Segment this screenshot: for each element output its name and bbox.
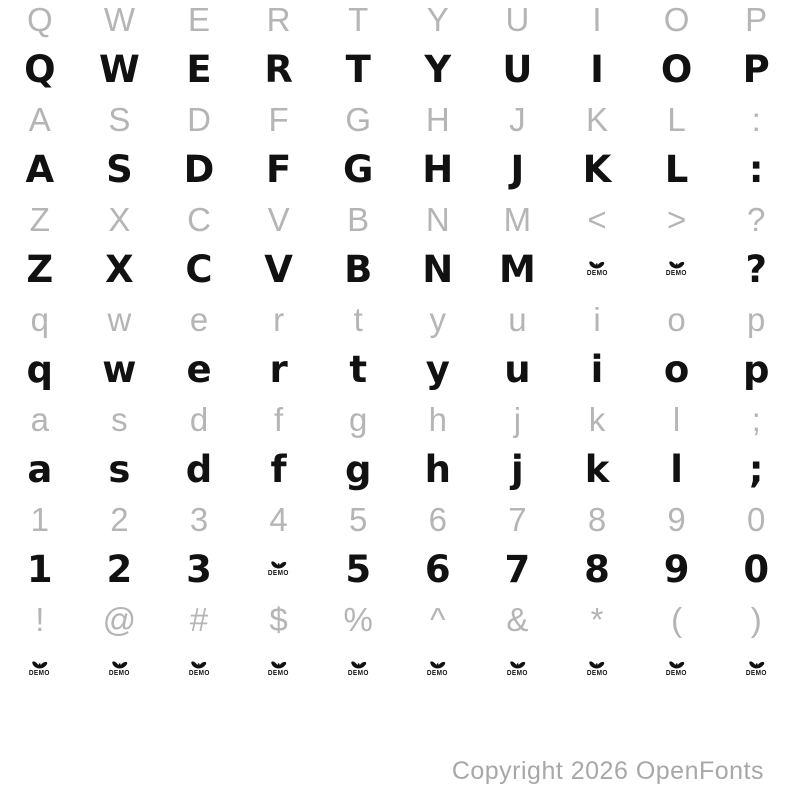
glyph-cell: R [264,47,293,91]
glyph-cell: K [582,147,612,191]
glyph-cell: < [587,200,607,238]
glyph-cell: ! [35,600,45,638]
glyph-cell: k [588,400,606,438]
glyph-cell: N [422,247,454,291]
glyph-cell: J [509,100,526,138]
glyph-cell: 7 [508,500,527,538]
copyright-text: Copyright 2026 OpenFonts [451,757,764,785]
glyph-cell: Y [424,47,452,91]
glyph-cell: 5 [345,547,372,591]
glyph-cell: P [742,47,770,91]
glyph-cell: y [425,347,450,391]
glyph-cell: a [30,400,49,438]
glyph-cell: g [344,447,372,491]
glyph-cell: s [111,400,128,438]
demo-glyph-label: DEMO [268,670,289,677]
demo-mark [188,657,211,677]
fleuron-demo-icon [586,657,607,669]
glyph-row-demo [0,144,796,194]
glyph-cell: i [590,347,604,391]
demo-placeholder-glyph [478,644,558,694]
glyph-cell: p [747,300,766,338]
glyph-cell: Z [29,200,50,238]
glyph-cell: ? [747,200,766,238]
demo-glyph-label: DEMO [745,670,767,677]
glyph-cell: ; [751,400,761,438]
glyph-cell: 1 [30,500,49,538]
demo-mark [267,657,290,677]
glyph-cell: q [26,347,54,391]
glyph-cell: N [425,200,450,238]
glyph-cell: Q [24,47,56,91]
demo-glyph-label: DEMO [586,270,608,277]
glyph-cell: ; [748,447,764,491]
glyph-cell: T [348,0,369,38]
glyph-cell: s [108,447,131,491]
glyph-cell: l [672,400,681,438]
glyph-cell: j [513,400,522,438]
glyph-cell: I [590,47,604,91]
demo-mark [267,557,290,577]
glyph-cell: # [189,600,209,638]
glyph-cell: H [425,100,450,138]
glyph-cell: j [511,447,524,491]
fleuron-demo-icon [666,257,687,269]
glyph-cell: : [751,100,761,138]
glyph-cell: K [585,100,608,138]
demo-placeholder-glyph [398,644,478,694]
glyph-cell: 2 [106,547,133,591]
glyph-cell: U [505,0,530,38]
glyph-cell: B [344,247,373,291]
glyph-cell: W [103,0,135,38]
glyph-cell: & [506,600,529,638]
glyph-cell: a [27,447,53,491]
glyph-cell: u [504,347,531,391]
glyph-cell: X [108,200,131,238]
glyph-cell: g [349,400,368,438]
glyph-cell: 8 [584,547,610,591]
glyph-cell: X [105,247,134,291]
glyph-cell: G [345,100,372,138]
glyph-row-demo [0,544,796,594]
glyph-row-demo [0,644,796,694]
fleuron-demo-icon [188,657,209,669]
glyph-cell: C [187,200,211,238]
glyph-cell: V [267,200,290,238]
demo-glyph-label: DEMO [188,670,210,677]
fleuron-demo-icon [427,657,448,669]
glyph-cell: 8 [587,500,607,538]
demo-placeholder-glyph [0,644,80,694]
glyph-cell: r [269,347,288,391]
glyph-cell: L [664,147,689,191]
demo-placeholder-glyph [637,244,717,294]
glyph-cell: r [273,300,285,338]
glyph-cell: t [353,300,363,338]
demo-placeholder-glyph [716,644,796,694]
glyph-cell: 7 [504,547,531,591]
glyph-cell: H [422,147,454,191]
glyph-cell: o [663,347,690,391]
glyph-cell: > [666,200,687,238]
demo-glyph-label: DEMO [29,670,51,677]
fleuron-demo-icon [29,657,50,669]
glyph-cell: e [186,347,212,391]
demo-placeholder-glyph [80,644,160,694]
demo-mark [108,657,131,677]
fleuron-demo-icon [348,657,369,669]
fleuron-demo-icon [109,657,130,669]
glyph-cell: Y [426,0,449,38]
demo-mark [586,657,609,677]
demo-glyph-label: DEMO [427,670,449,677]
glyph-cell: 4 [269,500,288,538]
demo-glyph-label: DEMO [108,670,130,677]
demo-mark [347,657,370,677]
glyph-cell: 2 [110,500,129,538]
glyph-cell: A [25,147,55,191]
glyph-cell: O [663,0,690,38]
glyph-cell: 9 [663,547,690,591]
demo-placeholder-glyph [159,644,239,694]
glyph-row-demo [0,444,796,494]
glyph-cell: 6 [424,547,451,591]
fleuron-demo-icon [746,657,767,669]
glyph-cell: 9 [667,500,686,538]
demo-placeholder-glyph [239,644,319,694]
glyph-cell: J [510,147,525,191]
glyph-cell: d [185,447,213,491]
glyph-cell: F [265,147,292,191]
glyph-cell: 5 [349,500,368,538]
glyph-cell: W [98,47,140,91]
glyph-cell: D [183,147,215,191]
glyph-cell: M [498,247,536,291]
glyph-cell: ) [750,600,762,638]
glyph-cell: Q [26,0,53,38]
demo-placeholder-glyph [239,544,319,594]
glyph-cell: $ [269,600,288,638]
glyph-cell: T [345,47,371,91]
glyph-cell: f [270,447,287,491]
glyph-cell: U [502,47,533,91]
demo-placeholder-glyph [557,644,637,694]
glyph-cell: A [28,100,51,138]
glyph-cell: 3 [186,547,212,591]
glyph-cell: S [108,100,131,138]
glyph-row-reference [0,294,796,344]
demo-mark [665,657,688,677]
glyph-row-reference [0,0,796,44]
demo-mark [665,257,688,277]
glyph-cell: e [189,300,209,338]
glyph-row-reference [0,594,796,644]
glyph-cell: I [592,0,602,38]
glyph-cell: 0 [747,500,766,538]
fleuron-demo-icon [507,657,528,669]
demo-placeholder-glyph [318,644,398,694]
glyph-cell: 0 [743,547,770,591]
glyph-cell: h [424,447,451,491]
glyph-row-reference [0,94,796,144]
glyph-cell: @ [102,600,137,638]
glyph-cell: B [347,200,370,238]
demo-placeholder-glyph [557,244,637,294]
glyph-cell: E [186,47,212,91]
glyph-cell: k [584,447,610,491]
glyph-cell: l [670,447,683,491]
glyph-cell: d [189,400,209,438]
glyph-cell: O [660,47,693,91]
demo-placeholder-glyph [637,644,717,694]
glyph-cell: M [503,200,532,238]
glyph-cell: y [429,300,447,338]
glyph-cell: q [30,300,49,338]
demo-glyph-label: DEMO [586,670,608,677]
demo-glyph-label: DEMO [268,570,289,577]
glyph-cell: ^ [430,600,446,638]
glyph-cell: 1 [26,547,53,591]
glyph-cell: D [187,100,211,138]
glyph-cell: R [266,0,291,38]
glyph-cell: L [667,100,686,138]
glyph-cell: o [667,300,686,338]
glyph-cell: Z [26,247,54,291]
glyph-row-demo [0,344,796,394]
glyph-cell: 6 [428,500,447,538]
glyph-cell: S [106,147,133,191]
glyph-cell: ? [745,247,767,291]
glyph-cell: 3 [189,500,209,538]
glyph-row-reference [0,394,796,444]
demo-mark [506,657,529,677]
demo-mark [28,657,51,677]
demo-glyph-label: DEMO [347,670,369,677]
glyph-cell: f [274,400,284,438]
glyph-cell: E [187,0,210,38]
demo-mark [586,257,609,277]
glyph-row-reference [0,494,796,544]
demo-glyph-label: DEMO [666,670,687,677]
glyph-cell: w [107,300,132,338]
fleuron-demo-icon [666,657,687,669]
glyph-row-demo [0,244,796,294]
fleuron-demo-icon [586,257,607,269]
glyph-cell: C [185,247,213,291]
glyph-cell: h [428,400,447,438]
demo-glyph-label: DEMO [666,270,687,277]
glyph-cell: w [102,347,137,391]
glyph-cell: G [343,147,374,191]
glyph-cell: P [745,0,768,38]
fleuron-demo-icon [268,657,289,669]
glyph-cell: % [343,600,373,638]
glyph-cell: V [264,247,293,291]
demo-mark [745,657,768,677]
glyph-cell: : [748,147,764,191]
glyph-cell: F [268,100,289,138]
glyph-cell: p [742,347,770,391]
demo-glyph-label: DEMO [506,670,528,677]
fleuron-demo-icon [268,557,289,569]
demo-mark [426,657,449,677]
glyph-cell: i [593,300,601,338]
glyph-cell: u [508,300,527,338]
glyph-cell: ( [671,600,683,638]
glyph-row-demo [0,44,796,94]
glyph-cell: * [590,600,604,638]
glyph-row-reference [0,194,796,244]
glyph-cell: t [349,347,368,391]
